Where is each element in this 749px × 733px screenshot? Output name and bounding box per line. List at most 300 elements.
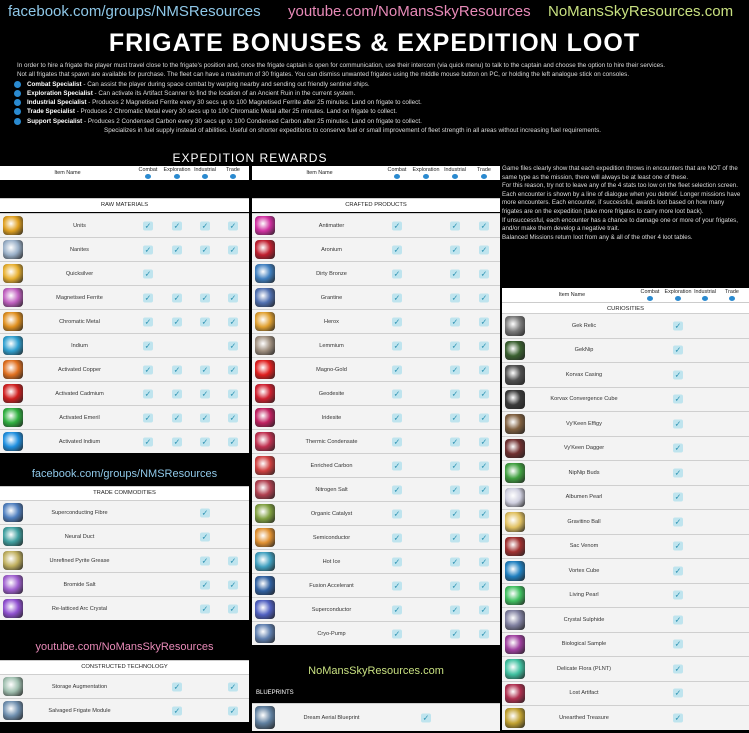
checkmark-icon: ✓: [451, 245, 459, 254]
item-name: Neural Duct: [64, 533, 95, 540]
item-name: Thermic Condensate: [305, 438, 358, 445]
table-row: [252, 405, 500, 429]
item-icon: [3, 288, 23, 307]
table-row: [0, 309, 249, 333]
frigate-icon: [14, 108, 21, 115]
checkmark-icon: ✓: [201, 245, 209, 254]
table-row: [252, 333, 500, 357]
checkmark-icon: ✓: [674, 419, 682, 429]
item-icon: [505, 635, 525, 655]
item-icon: [3, 503, 23, 522]
item-icon: [3, 432, 23, 451]
item-name: Lemmium: [319, 342, 344, 349]
item-name: Lost Artifact: [569, 690, 599, 697]
checkmark-icon: ✓: [674, 468, 682, 478]
item-name: Korvax Convergence Cube: [550, 396, 618, 403]
checkmark-icon: ✓: [674, 345, 682, 355]
table-row: [0, 237, 249, 261]
table-row: [0, 548, 249, 572]
column-header-exploration: Exploration: [664, 289, 692, 295]
checkmark-icon: ✓: [451, 269, 459, 278]
item-name: Gravitino Ball: [567, 518, 601, 525]
checkmark-icon: ✓: [480, 413, 488, 422]
checkmark-icon: ✓: [674, 321, 682, 331]
item-icon: [255, 432, 275, 451]
section-header: CRAFTED PRODUCTS: [252, 198, 500, 212]
item-icon: [505, 365, 525, 385]
site-link[interactable]: NoMansSkyResources.com: [548, 3, 734, 20]
item-icon: [3, 240, 23, 259]
column-header-industrial: Industrial: [444, 167, 466, 173]
item-icon: [255, 216, 275, 235]
checkmark-icon: ✓: [144, 413, 152, 422]
item-icon: [3, 527, 23, 546]
column-header-row: [252, 166, 500, 180]
item-icon: [3, 677, 23, 696]
item-icon: [255, 336, 275, 355]
checkmark-icon: ✓: [201, 221, 209, 230]
table-row: [502, 313, 749, 338]
checkmark-icon: ✓: [173, 245, 181, 254]
item-name: Korvax Casing: [565, 371, 603, 378]
checkmark-icon: ✓: [144, 365, 152, 374]
specialist-list: [17, 80, 742, 126]
item-icon: [3, 599, 23, 618]
column-header-item-name: Item Name: [558, 292, 586, 298]
frigate-class-icon: [202, 174, 208, 179]
expedition-rewards-title: EXPEDITION REWARDS: [172, 151, 328, 165]
checkmark-icon: ✓: [393, 317, 401, 326]
item-icon: [255, 240, 275, 259]
item-icon: [255, 264, 275, 283]
table-row: [252, 453, 500, 477]
frigate-icon: [14, 90, 21, 97]
item-name: Albumen Pearl: [565, 494, 603, 501]
column-header-exploration: Exploration: [412, 167, 440, 173]
item-name: Units: [73, 222, 86, 229]
item-name: Activated Cadmium: [55, 390, 104, 397]
item-name: Delicate Flora (PLNT): [556, 665, 612, 672]
checkmark-icon: ✓: [480, 581, 488, 590]
checkmark-icon: ✓: [451, 437, 459, 446]
item-icon: [255, 384, 275, 403]
item-icon: [255, 288, 275, 307]
item-name: Chromatic Metal: [59, 318, 100, 325]
checkmark-icon: ✓: [393, 293, 401, 302]
table-row: [252, 573, 500, 597]
checkmark-icon: ✓: [674, 517, 682, 527]
checkmark-icon: ✓: [451, 533, 459, 542]
checkmark-icon: ✓: [393, 557, 401, 566]
checkmark-icon: ✓: [201, 532, 209, 541]
frigate-class-icon: [729, 296, 735, 301]
checkmark-icon: ✓: [229, 293, 237, 302]
checkmark-icon: ✓: [451, 509, 459, 518]
item-name: Vortex Cube: [568, 567, 600, 574]
column-header-trade: Trade: [226, 167, 240, 173]
item-name: Gek Relic: [571, 322, 597, 329]
checkmark-icon: ✓: [480, 629, 488, 638]
item-name: Aronium: [321, 246, 342, 253]
table-row: [0, 572, 249, 596]
table-row: [252, 237, 500, 261]
item-name: Hot Ice: [322, 558, 341, 565]
table-row: [502, 436, 749, 461]
section-header: TRADE COMMODITIES: [0, 486, 249, 500]
item-icon: [3, 360, 23, 379]
item-icon: [255, 480, 275, 499]
item-name: Quicksilver: [65, 270, 94, 277]
specialist-item: [17, 89, 742, 98]
table-row: [252, 703, 500, 731]
checkmark-icon: ✓: [229, 389, 237, 398]
checkmark-icon: ✓: [229, 317, 237, 326]
checkmark-icon: ✓: [480, 533, 488, 542]
table-row: [502, 583, 749, 608]
checkmark-icon: ✓: [393, 413, 401, 422]
checkmark-icon: ✓: [480, 557, 488, 566]
checkmark-icon: ✓: [229, 556, 237, 565]
checkmark-icon: ✓: [451, 365, 459, 374]
item-icon: [255, 576, 275, 595]
frigate-class-icon: [394, 174, 400, 179]
item-icon: [255, 528, 275, 547]
top-link-bar: [0, 0, 749, 26]
item-name: Nitrogen Salt: [315, 486, 348, 493]
table-row: [252, 381, 500, 405]
item-icon: [255, 408, 275, 427]
frigate-class-icon: [230, 174, 236, 179]
table-row: [252, 597, 500, 621]
item-name: Antimatter: [318, 222, 345, 229]
checkmark-icon: ✓: [144, 245, 152, 254]
item-name: Superconductor: [311, 606, 352, 613]
checkmark-icon: ✓: [674, 394, 682, 404]
item-name: Biological Sample: [561, 641, 607, 648]
checkmark-icon: ✓: [674, 713, 682, 723]
checkmark-icon: ✓: [201, 389, 209, 398]
item-name: Activated Indium: [58, 438, 101, 445]
table-row: [0, 596, 249, 620]
checkmark-icon: ✓: [229, 365, 237, 374]
checkmark-icon: ✓: [173, 682, 181, 691]
note-2: For this reason, try not to leave any of the 4 stats too low on the fleet selection screen.: [502, 182, 738, 190]
table-row: [502, 607, 749, 632]
checkmark-icon: ✓: [393, 437, 401, 446]
specialist-desc: - Produces 2 Chromatic Metal every 30 secs up to 100 Chromatic Metal after 25 minutes. Land on frigate to collect.: [74, 108, 397, 116]
table-row: [0, 524, 249, 548]
checkmark-icon: ✓: [393, 269, 401, 278]
notes-panel: [502, 165, 746, 242]
checkmark-icon: ✓: [144, 437, 152, 446]
section-header: CURIOSITIES: [502, 302, 749, 316]
table-row: [252, 549, 500, 573]
item-name: Herox: [324, 318, 339, 325]
item-name: Organic Catalyst: [310, 510, 353, 517]
item-name: Living Pearl: [569, 592, 599, 599]
frigate-class-icon: [423, 174, 429, 179]
promo-link[interactable]: NoMansSkyResources.com: [252, 660, 500, 682]
checkmark-icon: ✓: [393, 581, 401, 590]
checkmark-icon: ✓: [480, 245, 488, 254]
checkmark-icon: ✓: [144, 317, 152, 326]
youtube-link[interactable]: youtube.com/NoMansSkyResources: [288, 3, 531, 20]
checkmark-icon: ✓: [451, 341, 459, 350]
checkmark-icon: ✓: [229, 437, 237, 446]
item-icon: [3, 551, 23, 570]
table-row: [252, 261, 500, 285]
checkmark-icon: ✓: [173, 365, 181, 374]
checkmark-icon: ✓: [480, 365, 488, 374]
item-icon: [3, 312, 23, 331]
item-icon: [255, 600, 275, 619]
checkmark-icon: ✓: [674, 443, 682, 453]
item-icon: [505, 610, 525, 630]
item-name: Nanites: [70, 246, 89, 253]
item-name: Geodesite: [318, 390, 345, 397]
column-header-row: [502, 288, 749, 302]
checkmark-icon: ✓: [674, 370, 682, 380]
table-row: [502, 460, 749, 485]
checkmark-icon: ✓: [480, 341, 488, 350]
table-row: [502, 632, 749, 657]
specialist-desc: - Produces 2 Magnetised Ferrite every 30 secs up to 100 Magnetised Ferrite after 25 minutes. Land on frigate to collect.: [86, 99, 422, 107]
table-row: [252, 357, 500, 381]
checkmark-icon: ✓: [201, 317, 209, 326]
table-row: [0, 261, 249, 285]
item-icon: [505, 341, 525, 361]
checkmark-icon: ✓: [173, 221, 181, 230]
checkmark-icon: ✓: [451, 629, 459, 638]
checkmark-icon: ✓: [393, 245, 401, 254]
table-row: [502, 411, 749, 436]
intro-line-2: Not all frigates that spawn are available for purchase. The fleet can have a maximum of 30 frigates. You can dismiss unwanted frigates using the middle mouse button on PC, or holding the left analogue stick on consoles.: [17, 71, 630, 79]
item-icon: [255, 312, 275, 331]
table-row: [502, 558, 749, 583]
table-row: [502, 705, 749, 730]
specialist-item: [17, 80, 742, 89]
checkmark-icon: ✓: [451, 293, 459, 302]
checkmark-icon: ✓: [144, 293, 152, 302]
checkmark-icon: ✓: [674, 639, 682, 649]
checkmark-icon: ✓: [422, 713, 430, 722]
item-name: Magnetised Ferrite: [56, 294, 103, 301]
promo-link[interactable]: facebook.com/groups/NMSResources: [0, 463, 249, 485]
note-4: If unsuccessful, each encounter has a chance to damage one or more of your frigates, and/or make them develop a negative trait.: [502, 216, 738, 233]
checkmark-icon: ✓: [480, 389, 488, 398]
checkmark-icon: ✓: [451, 461, 459, 470]
frigate-class-icon: [702, 296, 708, 301]
checkmark-icon: ✓: [229, 682, 237, 691]
checkmark-icon: ✓: [201, 508, 209, 517]
facebook-link[interactable]: facebook.com/groups/NMSResources: [8, 3, 261, 20]
item-icon: [255, 706, 275, 729]
item-name: Activated Emeril: [59, 414, 100, 421]
item-name: Vy'Keen Effigy: [566, 420, 602, 427]
table-row: [0, 381, 249, 405]
section-header: CONSTRUCTED TECHNOLOGY: [0, 660, 249, 674]
checkmark-icon: ✓: [173, 706, 181, 715]
table-row: [502, 338, 749, 363]
checkmark-icon: ✓: [201, 604, 209, 613]
intro-text: [17, 61, 742, 135]
promo-link[interactable]: youtube.com/NoMansSkyResources: [0, 636, 249, 658]
checkmark-icon: ✓: [393, 341, 401, 350]
item-icon: [3, 701, 23, 720]
specialist-desc: - Can assist the player during space combat by warping nearby and sending out friendly sentinel ships.: [81, 80, 370, 88]
checkmark-icon: ✓: [451, 413, 459, 422]
checkmark-icon: ✓: [173, 413, 181, 422]
checkmark-icon: ✓: [393, 461, 401, 470]
item-name: Unearthed Treasure: [559, 714, 609, 721]
column-header-row: [0, 166, 249, 180]
item-icon: [255, 456, 275, 475]
checkmark-icon: ✓: [201, 413, 209, 422]
item-icon: [505, 414, 525, 434]
table-row: [252, 477, 500, 501]
blueprints-label: BLUEPRINTS: [256, 690, 294, 696]
note-1: Game files clearly show that each expedition throws in encounters that are NOT of the same type as the mission, there will always be at least one of these.: [502, 165, 738, 181]
table-row: [252, 525, 500, 549]
frigate-class-icon: [675, 296, 681, 301]
checkmark-icon: ✓: [674, 566, 682, 576]
frigate-class-icon: [647, 296, 653, 301]
item-icon: [3, 384, 23, 403]
table-row: [252, 621, 500, 645]
checkmark-icon: ✓: [201, 293, 209, 302]
item-icon: [255, 504, 275, 523]
note-3: Each encounter is shown by a line of dialogue when you debrief. Longer missions have more encounters. Each encounter, if successful, awards loot based on how many frigates are on the expedition (take more frigates to carry more loot back).: [502, 190, 741, 215]
item-icon: [3, 575, 23, 594]
frigate-class-icon: [452, 174, 458, 179]
item-name: Iridesite: [321, 414, 342, 421]
specialist-name: Combat Specialist: [27, 80, 82, 88]
item-icon: [505, 708, 525, 728]
table-row: [0, 429, 249, 453]
item-name: Superconducting Fibre: [51, 509, 108, 516]
checkmark-icon: ✓: [674, 492, 682, 502]
intro-line-1: In order to hire a frigate the player must travel close to the frigate's position and, once the frigate captain is open for communication, use their intercom (via quick menu) to talk to the captain and choose the option to hire their services.: [17, 62, 666, 69]
item-icon: [255, 624, 275, 643]
support-note: Specializes in fuel supply instead of abilities. Useful on shorter expeditions to conserve fuel or small improvement of fleet strength in all areas without increasing fuel requirements.: [104, 127, 602, 135]
item-name: Activated Copper: [58, 366, 101, 373]
checkmark-icon: ✓: [480, 221, 488, 230]
checkmark-icon: ✓: [451, 317, 459, 326]
column-header-trade: Trade: [477, 167, 491, 173]
page-title: FRIGATE BONUSES & EXPEDITION LOOT: [108, 29, 641, 57]
table-row: [502, 485, 749, 510]
checkmark-icon: ✓: [480, 317, 488, 326]
item-icon: [505, 390, 525, 410]
table-row: [0, 674, 249, 698]
item-name: Grantine: [320, 294, 343, 301]
checkmark-icon: ✓: [201, 437, 209, 446]
checkmark-icon: ✓: [173, 389, 181, 398]
item-icon: [3, 216, 23, 235]
frigate-class-icon: [174, 174, 180, 179]
specialist-item: [17, 117, 742, 126]
checkmark-icon: ✓: [173, 437, 181, 446]
item-icon: [255, 552, 275, 571]
table-row: [502, 681, 749, 706]
frigate-class-icon: [145, 174, 151, 179]
checkmark-icon: ✓: [674, 541, 682, 551]
item-name: Vy'Keen Dagger: [563, 445, 605, 452]
table-row: [252, 501, 500, 525]
column-header-combat: Combat: [138, 167, 158, 173]
item-name: GekNip: [574, 347, 594, 354]
item-name: Fusion Accelerant: [309, 582, 354, 589]
checkmark-icon: ✓: [393, 365, 401, 374]
item-icon: [505, 316, 525, 336]
item-name: Salvaged Frigate Module: [48, 707, 111, 714]
checkmark-icon: ✓: [451, 221, 459, 230]
checkmark-icon: ✓: [451, 389, 459, 398]
column-header-combat: Combat: [387, 167, 407, 173]
item-icon: [505, 512, 525, 532]
item-name: Magno-Gold: [316, 366, 347, 373]
checkmark-icon: ✓: [144, 269, 152, 278]
checkmark-icon: ✓: [393, 389, 401, 398]
item-icon: [505, 439, 525, 459]
specialist-item: [17, 98, 742, 107]
specialist-item: [17, 107, 742, 116]
checkmark-icon: ✓: [451, 485, 459, 494]
table-row: [0, 500, 249, 524]
checkmark-icon: ✓: [229, 706, 237, 715]
item-name: Re-latticed Arc Crystal: [51, 605, 108, 612]
item-name: Sac Venom: [569, 543, 599, 550]
item-name: Crystal Sulphide: [563, 616, 605, 623]
item-icon: [3, 408, 23, 427]
item-name: Indium: [71, 342, 88, 349]
checkmark-icon: ✓: [451, 605, 459, 614]
checkmark-icon: ✓: [201, 556, 209, 565]
column-header-trade: Trade: [725, 289, 739, 295]
item-icon: [505, 659, 525, 679]
item-name: Semiconductor: [312, 534, 351, 541]
table-row: [502, 509, 749, 534]
item-name: Cryo-Pump: [317, 630, 346, 637]
item-name: Unrefined Pyrite Grease: [49, 557, 110, 564]
item-name: Dream Aerial Blueprint: [303, 714, 360, 721]
checkmark-icon: ✓: [144, 341, 152, 350]
item-icon: [505, 488, 525, 508]
item-icon: [505, 537, 525, 557]
item-name: Enriched Carbon: [310, 462, 353, 469]
checkmark-icon: ✓: [480, 293, 488, 302]
checkmark-icon: ✓: [393, 605, 401, 614]
checkmark-icon: ✓: [229, 221, 237, 230]
item-icon: [505, 561, 525, 581]
checkmark-icon: ✓: [480, 485, 488, 494]
frigate-icon: [14, 118, 21, 125]
note-5: Balanced Missions return loot from any & all of the other 4 loot tables.: [502, 233, 693, 241]
checkmark-icon: ✓: [229, 604, 237, 613]
checkmark-icon: ✓: [393, 629, 401, 638]
checkmark-icon: ✓: [674, 615, 682, 625]
frigate-class-icon: [481, 174, 487, 179]
checkmark-icon: ✓: [173, 293, 181, 302]
specialist-name: Industrial Specialist: [27, 99, 87, 107]
checkmark-icon: ✓: [451, 581, 459, 590]
checkmark-icon: ✓: [480, 437, 488, 446]
item-icon: [255, 360, 275, 379]
specialist-name: Exploration Specialist: [27, 89, 93, 97]
checkmark-icon: ✓: [144, 389, 152, 398]
checkmark-icon: ✓: [674, 664, 682, 674]
frigate-icon: [14, 99, 21, 106]
